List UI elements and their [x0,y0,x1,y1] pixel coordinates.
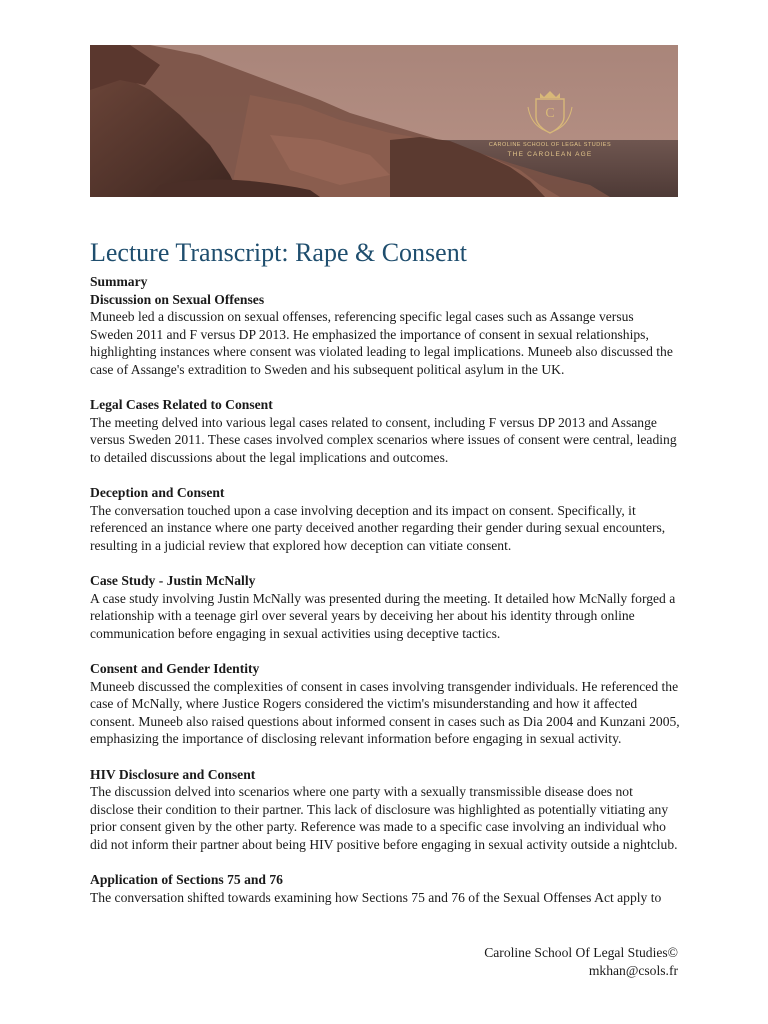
school-tagline-banner: THE CAROLEAN AGE [507,151,593,158]
coastal-cliffs-landscape [90,45,678,197]
section-heading: Legal Cases Related to Consent [90,397,273,413]
section-body: The conversation touched upon a case involving deception and its impact on consent. Specifically, it referenced an instance where one party deceived another regarding their gender during sexual encounters, resulting in a judicial review that explored how deception can vitiate consent. [90,502,666,553]
section-sections-75-76 [90,871,680,906]
section-heading: HIV Disclosure and Consent [90,766,256,782]
crest-initial: C [545,106,555,121]
section-hiv-disclosure [90,766,680,854]
summary-label: Summary [90,274,148,289]
section-case-study-mcnally [90,572,680,642]
section-body: Muneeb led a discussion on sexual offenses, referencing specific legal cases such as Assange versus Sweden 2011 and F versus DP 2013. He emphasized the importance of consent in sexual relationships, highlighting instances where consent was violated leading to legal implications. Muneeb also discussed the case of Assange's extradition to Sweden and his subsequent political asylum in the UK. [90,309,673,377]
section-heading: Application of Sections 75 and 76 [90,872,283,888]
section-legal-cases-consent [90,396,680,466]
document-title: Lecture Transcript: Rape & Consent [90,238,467,267]
section-body: The conversation shifted towards examining how Sections 75 and 76 of the Sexual Offenses Act apply to [90,889,662,905]
school-name-banner: CAROLINE SCHOOL OF LEGAL STUDIES [488,142,612,148]
section-deception-consent [90,484,680,554]
footer-school-name: Caroline School Of Legal Studies© [484,945,678,960]
section-body: Muneeb discussed the complexities of consent in cases involving transgender individuals. He referenced the case of McNally, where Justice Rogers considered the victim's misunderstanding and how it affected consent. Muneeb also raised questions about informed consent in cases such as Dia 2004 and Kunzani 2005, emphasizing the importance of disclosing relevant information before engaging in sexual activity. [90,678,680,747]
transcript-body [90,273,680,924]
header-banner-image [90,45,678,197]
section-body: The meeting delved into various legal cases related to consent, including F versus DP 2013 and Assange versus Sweden 2011. These cases involved complex scenarios where issues of consent were central, leading to detailed discussions about the legal implications and outcomes. [90,414,677,465]
section-consent-gender-identity [90,660,680,748]
section-body: A case study involving Justin McNally was presented during the meeting. It detailed how McNally forged a relationship with a teenage girl over several years by deceiving her about his identity through online communication before engaging in sexual activities using deceptive tactics. [90,590,676,641]
section-body: The discussion delved into scenarios where one party with a sexually transmissible disease does not disclose their condition to their partner. This lack of disclosure was highlighted as potentially vitiating any prior consent given by the other party. Reference was made to a specific case involving an individual who did not inform their partner about being HIV positive before engaging in sexual activity outside a nightclub. [90,784,678,852]
page-footer [484,944,678,980]
section-heading: Discussion on Sexual Offenses [90,291,265,307]
footer-email: mkhan@csols.fr [588,963,678,978]
section-sexual-offenses [90,291,680,379]
section-heading: Case Study - Justin McNally [90,573,256,589]
section-heading: Deception and Consent [90,485,225,501]
section-heading: Consent and Gender Identity [90,661,260,677]
